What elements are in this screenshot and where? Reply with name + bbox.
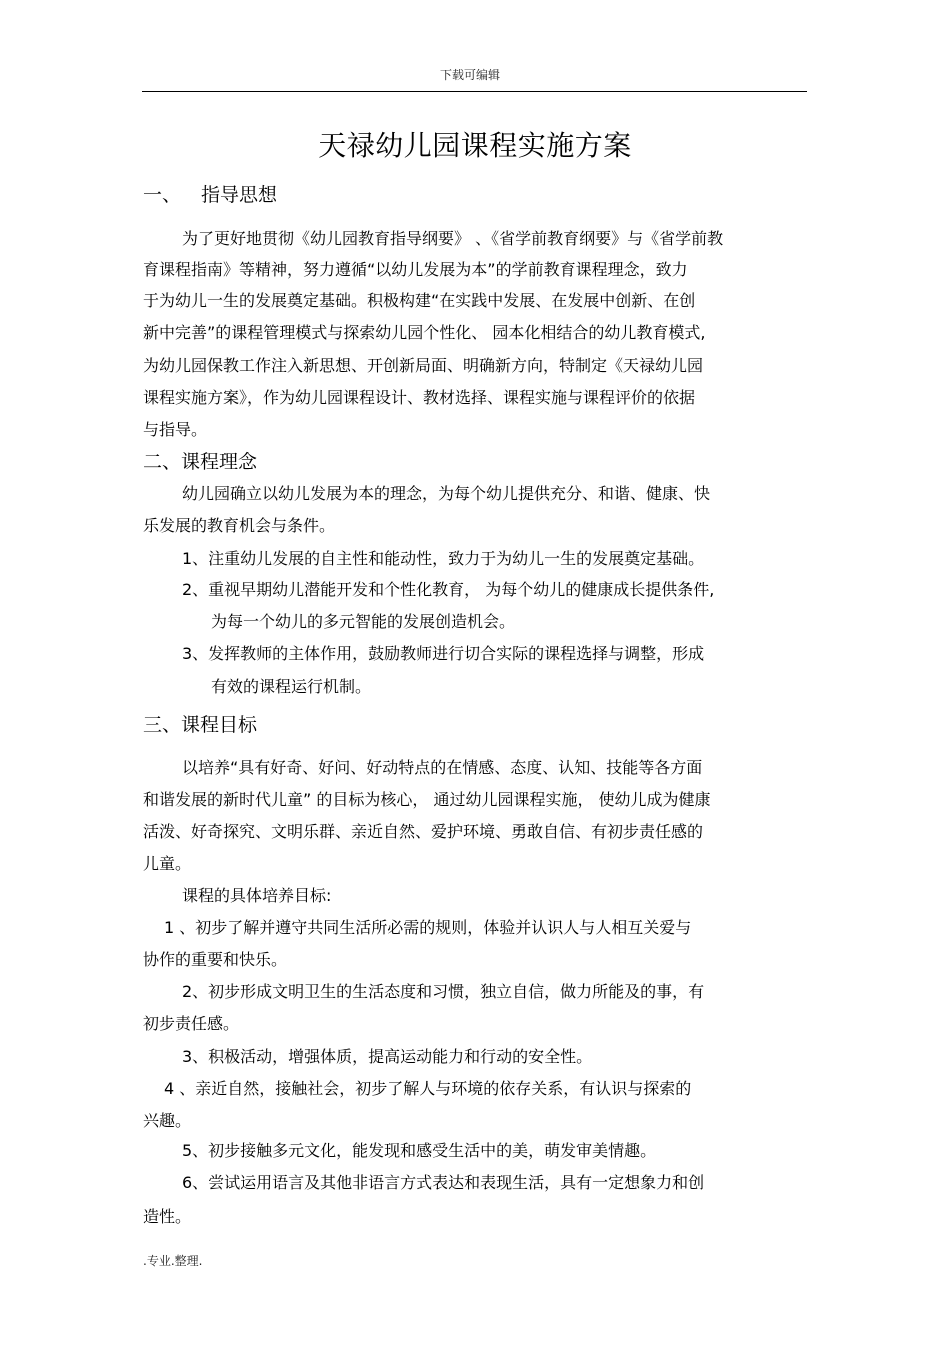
section3-goal: 4 、亲近自然，接触社会，初步了解人与环境的依存关系，有认识与探索的 (164, 1079, 692, 1098)
section1-line: 育课程指南》等精神，努力遵循“以幼儿发展为本”的学前教育课程理念，致力 (143, 260, 688, 279)
section2-list-item: 3、发挥教师的主体作用，鼓励教师进行切合实际的课程选择与调整，形成 (182, 644, 705, 663)
section2-list-item: 1、注重幼儿发展的自主性和能动性，致力于为幼儿一生的发展奠定基础。 (182, 549, 705, 568)
section3-line: 以培养“具有好奇、好问、好动特点的在情感、态度、认知、技能等各方面 (182, 758, 703, 777)
section3-line: 和谐发展的新时代儿童” 的目标为核心， 通过幼儿园课程实施， 使幼儿成为健康 (143, 790, 711, 809)
section3-goal: 5、初步接触多元文化，能发现和感受生活中的美，萌发审美情趣。 (182, 1141, 657, 1160)
section2-list-item-cont: 有效的课程运行机制。 (211, 677, 372, 696)
section1-heading-text: 指导思想 (201, 184, 278, 206)
page-footer-label: .专业.整理. (143, 1254, 203, 1268)
section3-goal: 2、初步形成文明卫生的生活态度和习惯，独立自信，做力所能及的事，有 (182, 982, 705, 1001)
section1-line: 与指导。 (143, 420, 208, 439)
header-divider (142, 91, 807, 92)
section2-heading: 二、课程理念 (143, 451, 258, 473)
section1-line: 新中完善”的课程管理模式与探索幼儿园个性化、 园本化相结合的幼儿教育模式, (143, 323, 706, 342)
document-title: 天禄幼儿园课程实施方案 (318, 129, 632, 162)
section1-line: 为了更好地贯彻《幼儿园教育指导纲要》 、《省学前教育纲要》与《省学前教 (182, 229, 724, 248)
page-header-label: 下载可编辑 (440, 68, 501, 82)
section1-line: 课程实施方案》，作为幼儿园课程设计、教材选择、课程实施与课程评价的依据 (143, 388, 696, 407)
section3-goal-cont: 初步责任感。 (143, 1014, 240, 1033)
section3-line: 儿童。 (143, 854, 192, 873)
section1-heading-number: 一、 (143, 184, 182, 206)
section3-subheading: 课程的具体培养目标: (182, 886, 332, 905)
section1-line: 于为幼儿一生的发展奠定基础。积极构建“在实践中发展、在发展中创新、在创 (143, 291, 696, 310)
section2-line: 乐发展的教育机会与条件。 (143, 516, 336, 535)
section2-line: 幼儿园确立以幼儿发展为本的理念，为每个幼儿提供充分、和谐、健康、快 (182, 484, 711, 503)
section2-list-item: 2、重视早期幼儿潜能开发和个性化教育， 为每个幼儿的健康成长提供条件, (182, 580, 715, 599)
section3-goal-cont: 造性。 (143, 1207, 192, 1226)
section3-goal-cont: 兴趣。 (143, 1111, 192, 1130)
section3-line: 活泼、好奇探究、文明乐群、亲近自然、爱护环境、勇敢自信、有初步责任感的 (143, 822, 704, 841)
section3-goal: 3、积极活动，增强体质，提高运动能力和行动的安全性。 (182, 1047, 593, 1066)
section3-goal: 1 、初步了解并遵守共同生活所必需的规则，体验并认识人与人相互关爱与 (164, 918, 692, 937)
section3-goal: 6、尝试运用语言及其他非语言方式表达和表现生活，具有一定想象力和创 (182, 1173, 705, 1192)
section2-list-item-cont: 为每一个幼儿的多元智能的发展创造机会。 (211, 612, 516, 631)
section1-line: 为幼儿园保教工作注入新思想、开创新局面、明确新方向，特制定《天禄幼儿园 (143, 356, 704, 375)
section3-goal-cont: 协作的重要和快乐。 (143, 950, 288, 969)
section3-heading: 三、课程目标 (143, 714, 258, 736)
